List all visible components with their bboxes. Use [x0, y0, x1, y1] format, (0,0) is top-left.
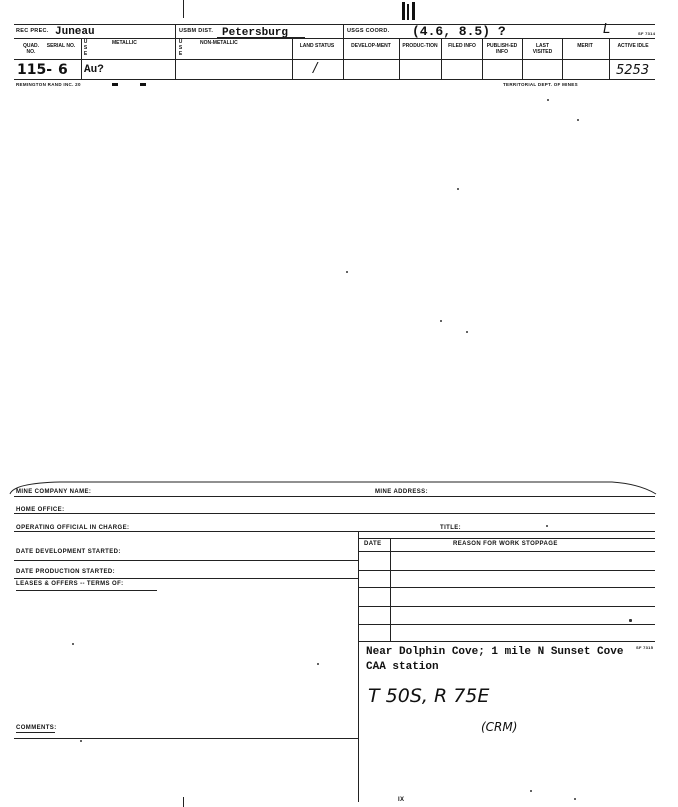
published-info-header: PUBLISH-ED INFO: [486, 43, 518, 55]
serial-no-header: SERIAL NO.: [46, 43, 76, 49]
title-label: TITLE:: [440, 525, 462, 531]
usgs-coord-value: (4.6, 8.5) ?: [412, 24, 506, 39]
quad-no-value: 115-: [17, 62, 53, 78]
filed-info-header: FILED INFO: [448, 43, 476, 49]
punch-marks: [402, 0, 416, 20]
quad-no-header: QUAD. NO.: [22, 43, 40, 55]
land-status-value: /: [313, 61, 318, 76]
serial-no-value: 6: [58, 62, 68, 78]
bottom-mark: IX: [398, 797, 405, 803]
usbm-dist-label: USBM DIST.: [179, 28, 214, 34]
bottom-form-number: SF 7315: [636, 645, 654, 650]
leases-label: LEASES & OFFERS -- TERMS OF:: [16, 581, 124, 587]
home-office-label: HOME OFFICE:: [16, 507, 65, 513]
development-header: DEVELOP-MENT: [351, 43, 391, 49]
use-header-2: U S E: [178, 39, 183, 57]
metallic-header: METALLIC: [112, 40, 137, 46]
top-footer-right: TERRITORIAL DEPT. OF MINES: [503, 82, 578, 87]
metallic-value: Au?: [84, 64, 104, 76]
mine-address-label: MINE ADDRESS:: [375, 489, 428, 495]
handwritten-township: T 50S, R 75E: [368, 685, 490, 707]
active-idle-header: ACTIVE IDLE: [617, 43, 649, 49]
corner-mark: L: [603, 22, 611, 37]
production-header: PRODUC-TION: [402, 43, 438, 49]
usgs-coord-label: USGS COORD.: [347, 28, 390, 34]
date-header: DATE: [364, 541, 382, 547]
active-idle-value: 5253: [616, 63, 650, 78]
comments-label: COMMENTS:: [16, 725, 57, 731]
location-note-line1: Near Dolphin Cove; 1 mile N Sunset Cove: [366, 646, 624, 658]
handwritten-initials: (CRM): [481, 720, 518, 734]
merit-header: MERIT: [577, 43, 593, 49]
date-development-label: DATE DEVELOPMENT STARTED:: [16, 549, 121, 555]
non-metallic-header: NON-METALLIC: [200, 40, 238, 46]
land-status-header: LAND STATUS: [299, 43, 335, 49]
operating-official-label: OPERATING OFFICIAL IN CHARGE:: [16, 525, 130, 531]
date-production-label: DATE PRODUCTION STARTED:: [16, 569, 116, 575]
top-footer-left: REMINGTON RAND INC. 20: [16, 82, 81, 87]
rec-prec-label: REC PREC.: [16, 28, 49, 34]
form-number: SF 7314: [638, 31, 656, 36]
usbm-dist-value: Petersburg: [222, 27, 289, 39]
location-note-line2: CAA station: [366, 661, 439, 673]
use-header-1: U S E: [83, 39, 88, 57]
last-visited-header: LAST VISITED: [532, 43, 553, 55]
mine-company-name-label: MINE COMPANY NAME:: [16, 489, 92, 495]
reason-header: REASON FOR WORK STOPPAGE: [453, 541, 558, 547]
rec-prec-value: Juneau: [55, 26, 95, 38]
